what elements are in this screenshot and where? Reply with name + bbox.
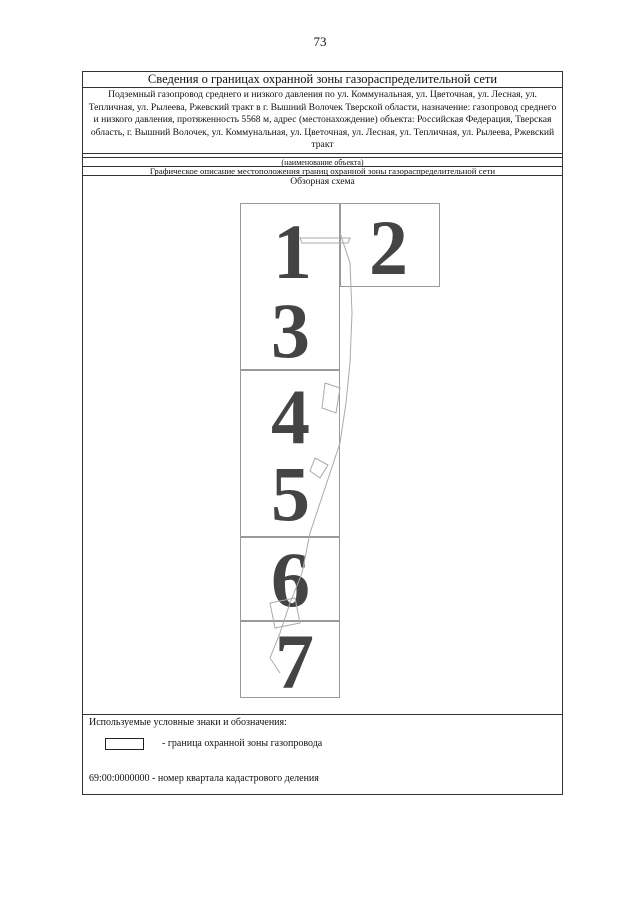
tile-number: 2	[369, 204, 408, 291]
legend-title: Используемые условные знаки и обозначения:	[89, 717, 287, 728]
legend-divider	[83, 714, 562, 715]
tile-number: 5	[271, 450, 310, 537]
document-frame	[82, 71, 563, 795]
gas-pipeline-zone-outline	[240, 203, 440, 698]
object-description: Подземный газопровод среднего и низкого давления по ул. Коммунальная, ул. Цветочная, ул. Лесная, ул. Тепличная, ул. Рылеева, Ржевский тракт в г. Вышний Волочек Тверской области, назначение: газопровод среднего и низкого давления, протяженность 5568 м, адрес (местонахождение) объекта: Российская Федерация, Тверская область, г. Вышний Волочек, ул. Коммунальная, ул. Цветочная, ул. Лесная, ул. Тепличная, ул. Рылеева, Ржевский тракт	[83, 88, 562, 154]
tile-number: 6	[271, 536, 310, 623]
tile-number: 1	[273, 208, 312, 295]
object-name-caption: (наименование объекта)	[83, 158, 562, 167]
tile-number: 7	[275, 618, 314, 705]
scheme-label: Обзорная схема	[290, 176, 355, 187]
cadastral-legend-text: 69:00:0000000 - номер квартала кадастрового деления	[89, 773, 319, 784]
boundary-legend-text: - граница охранной зоны газопровода	[162, 738, 323, 749]
overview-scheme	[240, 203, 440, 705]
boundary-legend-symbol	[105, 738, 144, 750]
document-title: Сведения о границах охранной зоны газораспределительной сети	[83, 72, 562, 88]
page-number: 73	[313, 34, 327, 49]
tile-number: 4	[271, 373, 310, 460]
graphic-description-heading: Графическое описание местоположения границ охранной зоны газораспределительной сети	[83, 167, 562, 176]
tile-number: 3	[271, 287, 310, 374]
